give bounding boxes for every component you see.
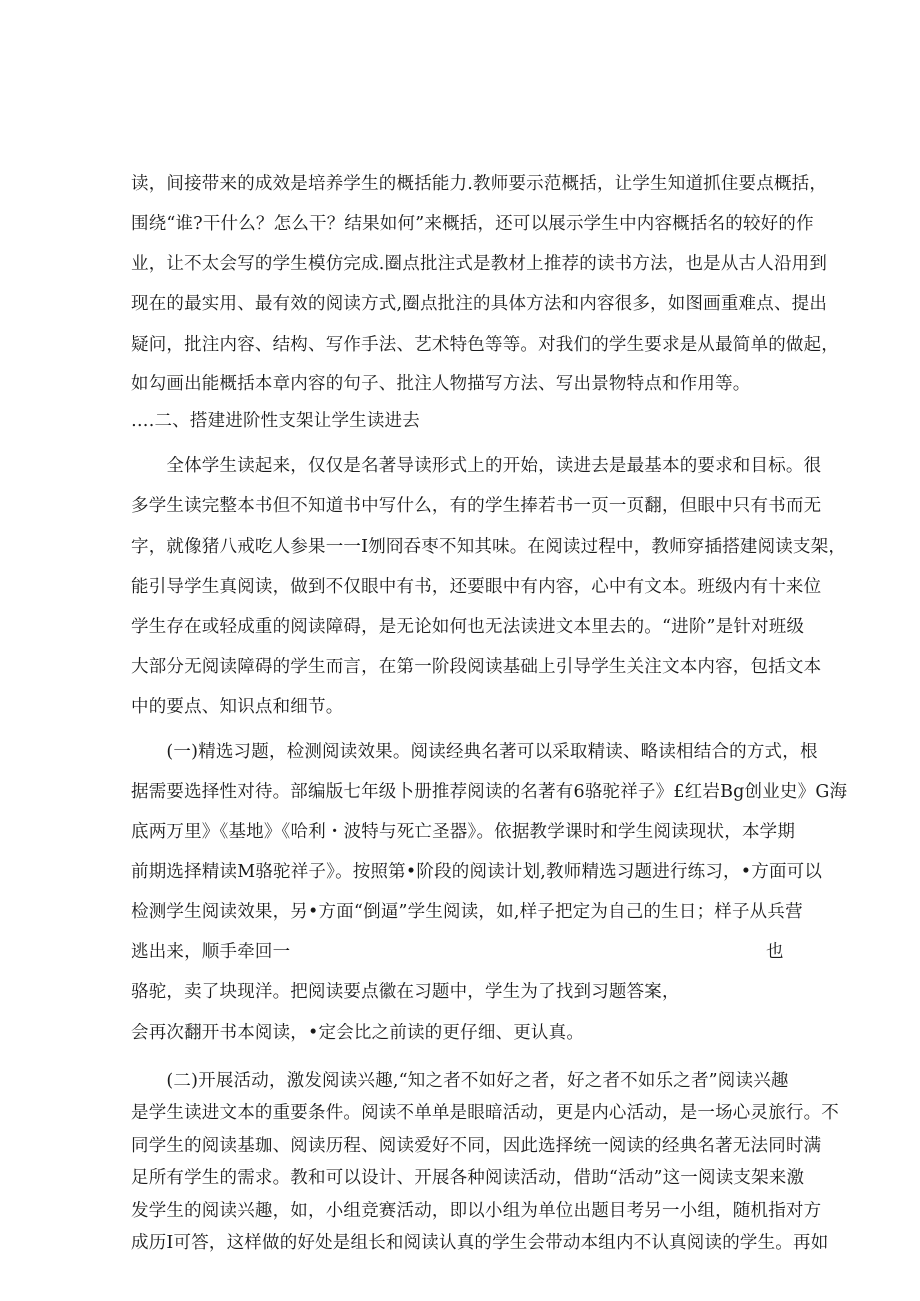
text-line: 字，就像猪八戒吃人参果一一I刎冏吞枣不知其味。在阅读过程中，教师穿插搭建阅读支架，: [131, 537, 847, 557]
text-line: 业，让不太会写的学生模仿完成.圈点批注式是教材上推荐的读书方法，也是从古人沿用到: [131, 254, 828, 274]
text-line: 检测学生阅读效果，另•方面“倒逼”学生阅读，如,样子把定为自己的生日；样子从兵营: [131, 902, 803, 922]
text-line: (二)开展活动，激发阅读兴趣,“知之者不如好之者，好之者不如乐之者”阅读兴趣: [131, 1071, 789, 1091]
text-line: 现在的最实用、最有效的阅读方式,圈点批注的具体方法和内容很多，如图画重难点、提出: [131, 294, 828, 314]
text-line: 发学生的阅读兴趣，如，小组竞赛活动，即以小组为单位出题目考另一小组，随机指对方: [131, 1201, 822, 1221]
text-line: 读，间接带来的成效是培养学生的概括能力.教师要示范概括，让学生知道抓住要点概括，: [131, 174, 828, 194]
text-line: 能引导学生真阅读，做到不仅眼中有书，还要眼中有内容，心中有文本。班级内有十来位: [131, 577, 822, 597]
text-line: 疑问，批注内容、结构、写作手法、艺术特色等等。对我们的学生要求是从最简单的做起，: [131, 335, 839, 355]
text-line: 围绕“谁?干什么？怎么干？结果如何”来概括，还可以展示学生中内容概括名的较好的作: [131, 214, 814, 234]
text-line: 大部分无阅读障碍的学生而言，在第一阶段阅读基础上引导学生关注文本内容，包括文本: [131, 657, 822, 677]
text-fragment: 也: [766, 942, 784, 962]
section-heading: ….二、搭建进阶性支架让学生读进去: [131, 411, 420, 431]
text-line: 是学生读进文本的重要条件。阅读不单单是眼暗活动，更是内心活动，是一场心灵旅行。不: [131, 1103, 839, 1123]
text-line: 全体学生读起来，仅仅是名著导读形式上的开始，读进去是最基本的要求和目标。很: [131, 456, 822, 476]
text-line: 逃出来，顺手牵回一: [131, 942, 291, 962]
text-line: 同学生的阅读基珈、阅读历程、阅读爱好不同，因此选择统一阅读的经典名著无法同时满: [131, 1136, 822, 1156]
text-line: 如勾画出能概括本章内容的句子、批注人物描写方法、写出景物特点和作用等。: [131, 374, 751, 394]
text-line: 学生存在或轻成重的阅读障碍，是无论如何也无法读进文本里去的。“进阶”是针对班级: [131, 617, 805, 637]
text-line: 多学生读完整本书但不知道书中写什么，有的学生捧若书一页一页翻，但眼中只有书而无: [131, 496, 822, 516]
text-line: 据需要选择性对待。部编版七年级卜册推荐阅读的名著有6骆驼祥子》£红岩Bg创业史》G海: [131, 782, 848, 802]
text-line: 骆驼，卖了块现洋。把阅读要点徽在习题中，学生为了找到习题答案，: [131, 982, 680, 1002]
text-line: 底两万里》《基地》《哈利・波特与死亡圣器》。依据教学课时和学生阅读现状，本学期: [131, 822, 796, 842]
text-line: 足所有学生的需求。教和可以设计、开展各种阅读活动，借助“活动”这一阅读支架来激: [131, 1168, 805, 1188]
text-line: 成历I可答，这样做的好处是组长和阅读认真的学生会带动本组内不认真阅读的学生。再如: [131, 1233, 829, 1253]
text-line: (一)精选习题，检测阅读效果。阅读经典名著可以采取精读、略读相结合的方式，根: [131, 742, 818, 762]
text-line: 会再次翻开书本阅读，•定会比之前读的更仔细、更认真。: [131, 1023, 585, 1043]
text-line: 中的要点、知识点和细节。: [131, 697, 344, 717]
text-line: 前期选择精读M骆驼祥子》。按照第•阶段的阅读计划,教师精选习题进行练习，•方面可以: [131, 862, 823, 882]
